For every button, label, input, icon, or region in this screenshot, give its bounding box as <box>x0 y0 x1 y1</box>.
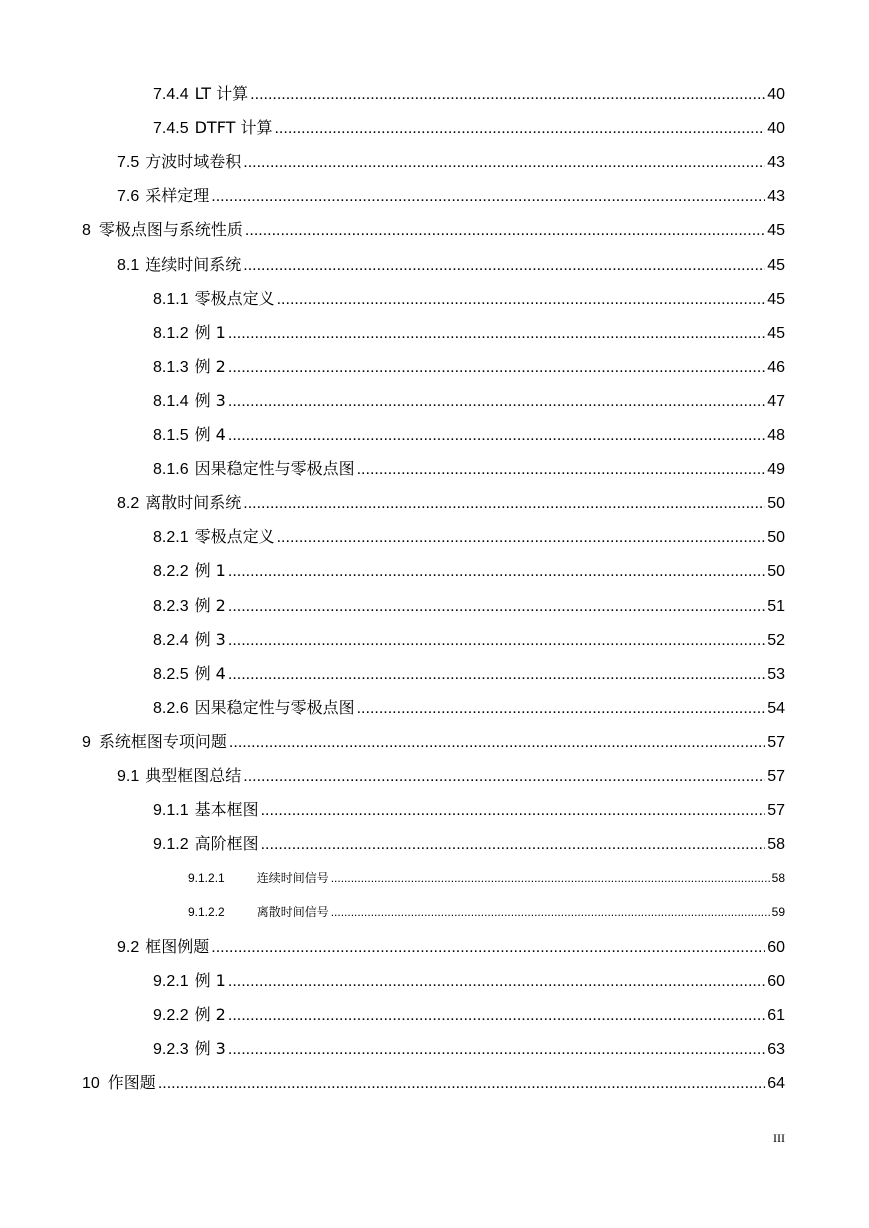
toc-entry-title: 例 1 <box>194 322 226 342</box>
toc-entry-leader <box>245 220 765 241</box>
toc-entry-page: 43 <box>767 154 785 172</box>
toc-entry[interactable] <box>153 390 785 412</box>
toc-entry-title: 方波时域卷积 <box>145 152 242 172</box>
toc-entry[interactable] <box>153 560 785 582</box>
toc-entry-number: 7.5 <box>117 154 140 172</box>
toc-entry-number: 8.1.1 <box>153 290 189 308</box>
toc-entry-number: 8.1 <box>117 256 140 274</box>
toc-entry[interactable] <box>82 731 785 753</box>
toc-entry-page: 60 <box>767 972 785 990</box>
toc-entry-page: 49 <box>767 461 785 479</box>
toc-entry-number: 8.1.4 <box>153 392 189 410</box>
toc-entry[interactable] <box>117 151 785 173</box>
toc-entry[interactable] <box>153 799 785 821</box>
toc-entry-number: 8.2 <box>117 495 140 513</box>
toc-entry[interactable] <box>153 629 785 651</box>
toc-entry-leader <box>228 630 765 651</box>
toc-entry[interactable] <box>188 869 785 887</box>
toc-entry[interactable] <box>153 83 785 105</box>
toc-entry[interactable] <box>153 1004 785 1026</box>
toc-entry-page: 40 <box>767 120 785 138</box>
toc-entry-leader <box>243 493 765 514</box>
toc-entry-title: 例 3 <box>194 390 226 410</box>
page-number: III <box>773 1131 785 1145</box>
toc-entry-leader <box>228 425 765 446</box>
toc-entry-page: 50 <box>767 563 785 581</box>
toc-entry-title: 离散时间系统 <box>145 493 242 513</box>
toc-entry-number: 8.2.4 <box>153 631 189 649</box>
toc-entry-leader <box>228 596 765 617</box>
toc-entry-number: 9.1.2.2 <box>188 905 225 920</box>
toc-entry-leader <box>243 766 765 787</box>
toc-entry-title: 基本框图 <box>194 800 259 820</box>
toc-entry-page: 48 <box>767 427 785 444</box>
toc-entry-page: 61 <box>767 1006 785 1024</box>
toc-entry-leader <box>211 937 765 958</box>
toc-entry-page: 47 <box>767 392 785 410</box>
toc-entry-number: 8.1.5 <box>153 427 189 444</box>
toc-entry-page: 46 <box>767 358 785 376</box>
toc-entry-leader <box>228 971 765 992</box>
toc-entry-leader <box>228 561 765 582</box>
toc-entry-page: 54 <box>767 699 785 717</box>
toc-entry-page: 50 <box>767 529 785 547</box>
toc-entry-leader <box>261 834 766 855</box>
toc-entry-title: 连续时间信号 <box>256 871 329 886</box>
toc-entry[interactable] <box>153 833 785 855</box>
toc-entry-title: 例 3 <box>194 629 226 649</box>
toc-entry-number: 7.4.4 <box>153 86 189 103</box>
toc-entry-title: 采样定理 <box>145 186 210 206</box>
toc-entry-title: 连续时间系统 <box>145 254 242 274</box>
toc-entry-number: 8.1.2 <box>153 324 189 342</box>
toc-entry[interactable] <box>117 936 785 958</box>
toc-entry-number: 8.2.6 <box>153 699 189 717</box>
toc-entry-title: 例 2 <box>194 595 226 615</box>
toc-entry[interactable] <box>153 663 785 685</box>
toc-entry-leader <box>228 357 765 378</box>
toc-entry-number: 9.2.2 <box>153 1006 189 1024</box>
toc-entry-title: 零极点定义 <box>194 288 275 308</box>
toc-entry-title: 零极点图与系统性质 <box>98 220 243 240</box>
toc-entry-title: 例 4 <box>194 663 226 683</box>
toc-entry-leader <box>357 459 766 480</box>
toc-entry-page: 58 <box>767 836 785 854</box>
toc-entry[interactable] <box>153 970 785 992</box>
toc-entry-number: 9.1.2 <box>153 836 189 854</box>
toc-entry-page: 40 <box>767 86 785 103</box>
toc-entry-number: 8 <box>82 222 91 240</box>
toc-entry-title: 因果稳定性与零极点图 <box>194 697 355 717</box>
toc-entry-title: 例 2 <box>194 1004 226 1024</box>
toc-entry-title: 例 3 <box>194 1038 226 1058</box>
toc-entry-page: 45 <box>767 290 785 308</box>
toc-entry-title: 离散时间信号 <box>256 905 329 920</box>
toc-entry-title: LT 计算 <box>194 84 249 103</box>
toc-entry-leader <box>243 255 765 276</box>
toc-entry-leader <box>228 1005 765 1026</box>
toc-entry[interactable] <box>153 1038 785 1060</box>
toc-entry-leader <box>158 1073 765 1094</box>
toc-entry[interactable] <box>153 288 785 310</box>
toc-entry-page: 59 <box>771 905 785 920</box>
toc-entry[interactable] <box>82 219 785 241</box>
toc-entry-number: 8.1.6 <box>153 461 189 479</box>
toc-entry-number: 9.2 <box>117 938 140 956</box>
toc-entry-page: 57 <box>767 802 785 820</box>
toc-entry-leader <box>228 664 765 685</box>
toc-entry-title: 例 1 <box>194 970 226 990</box>
toc-entry[interactable] <box>117 765 785 787</box>
toc-entry[interactable] <box>153 458 785 480</box>
toc-entry-page: 51 <box>767 597 785 615</box>
toc-entry-leader <box>261 800 766 821</box>
toc-entry-leader <box>357 698 766 719</box>
toc-entry-page: 45 <box>767 324 785 342</box>
toc-entry-page: 63 <box>767 1040 785 1058</box>
toc-entry-leader <box>331 869 770 887</box>
toc-entry-page: 45 <box>767 256 785 274</box>
toc-entry-page: 45 <box>767 222 785 240</box>
toc-entry[interactable] <box>117 254 785 276</box>
toc-entry-title: 例 4 <box>194 425 226 444</box>
toc-entry-number: 8.1.3 <box>153 358 189 376</box>
toc-entry[interactable] <box>117 492 785 514</box>
toc-entry-leader <box>228 1039 765 1060</box>
toc-entry[interactable] <box>153 697 785 719</box>
toc-entry-title: 框图例题 <box>145 936 210 956</box>
toc-entry[interactable] <box>153 322 785 344</box>
toc-entry-page: 53 <box>767 665 785 683</box>
toc-entry-page: 58 <box>771 871 785 886</box>
toc-entry-number: 9.2.1 <box>153 972 189 990</box>
toc-entry-leader <box>228 391 765 412</box>
toc-entry-page: 57 <box>767 733 785 751</box>
toc-entry-page: 64 <box>767 1074 785 1092</box>
toc-entry-page: 60 <box>767 938 785 956</box>
toc-entry-leader <box>277 527 766 548</box>
toc-entry-leader <box>277 289 766 310</box>
toc-entry-title: 高阶框图 <box>194 834 259 854</box>
toc-entry[interactable] <box>153 595 785 617</box>
toc-entry-number: 9.1 <box>117 768 140 785</box>
toc-entry-leader <box>229 732 765 753</box>
toc-entry-leader <box>274 118 765 139</box>
toc-entry-number: 9.2.3 <box>153 1040 189 1058</box>
toc-entry-number: 7.4.5 <box>153 120 189 138</box>
toc-entry-title: 系统框图专项问题 <box>98 731 227 751</box>
toc-entry-title: DTFT 计算 <box>194 118 273 138</box>
toc-entry-number: 8.2.1 <box>153 529 189 547</box>
toc-entry-title: 典型框图总结 <box>145 766 242 785</box>
toc-entry-page: 57 <box>767 768 785 785</box>
toc-entry[interactable] <box>188 903 785 921</box>
toc-entry-title: 例 2 <box>194 356 226 376</box>
toc-entry-page: 52 <box>767 631 785 649</box>
toc-entry[interactable] <box>153 526 785 548</box>
toc-entry-number: 8.2.5 <box>153 665 189 683</box>
toc-entry-leader <box>250 84 765 105</box>
toc-entry-leader <box>211 186 765 207</box>
toc-entry-title: 因果稳定性与零极点图 <box>194 459 355 479</box>
toc-entry[interactable] <box>117 185 785 207</box>
toc-entry[interactable] <box>153 356 785 378</box>
toc-entry-number: 9.1.1 <box>153 802 189 820</box>
toc-entry-leader <box>228 323 765 344</box>
toc-entry-number: 9.1.2.1 <box>188 871 225 886</box>
toc-entry-number: 8.2.3 <box>153 597 189 615</box>
toc-entry[interactable] <box>82 1072 785 1094</box>
toc-entry-title: 作图题 <box>107 1072 156 1092</box>
toc-entry[interactable] <box>153 117 785 139</box>
toc-entry-page: 50 <box>767 495 785 513</box>
toc-entry-page: 43 <box>767 188 785 206</box>
toc-entry-number: 9 <box>82 733 91 751</box>
toc-entry[interactable] <box>153 424 785 446</box>
toc-entry-number: 7.6 <box>117 188 140 206</box>
toc-entry-title: 例 1 <box>194 561 226 581</box>
toc-entry-number: 10 <box>82 1074 100 1092</box>
toc-entry-leader <box>243 152 765 173</box>
toc-entry-number: 8.2.2 <box>153 563 189 581</box>
toc-entry-leader <box>331 903 770 921</box>
toc-entry-title: 零极点定义 <box>194 527 275 547</box>
